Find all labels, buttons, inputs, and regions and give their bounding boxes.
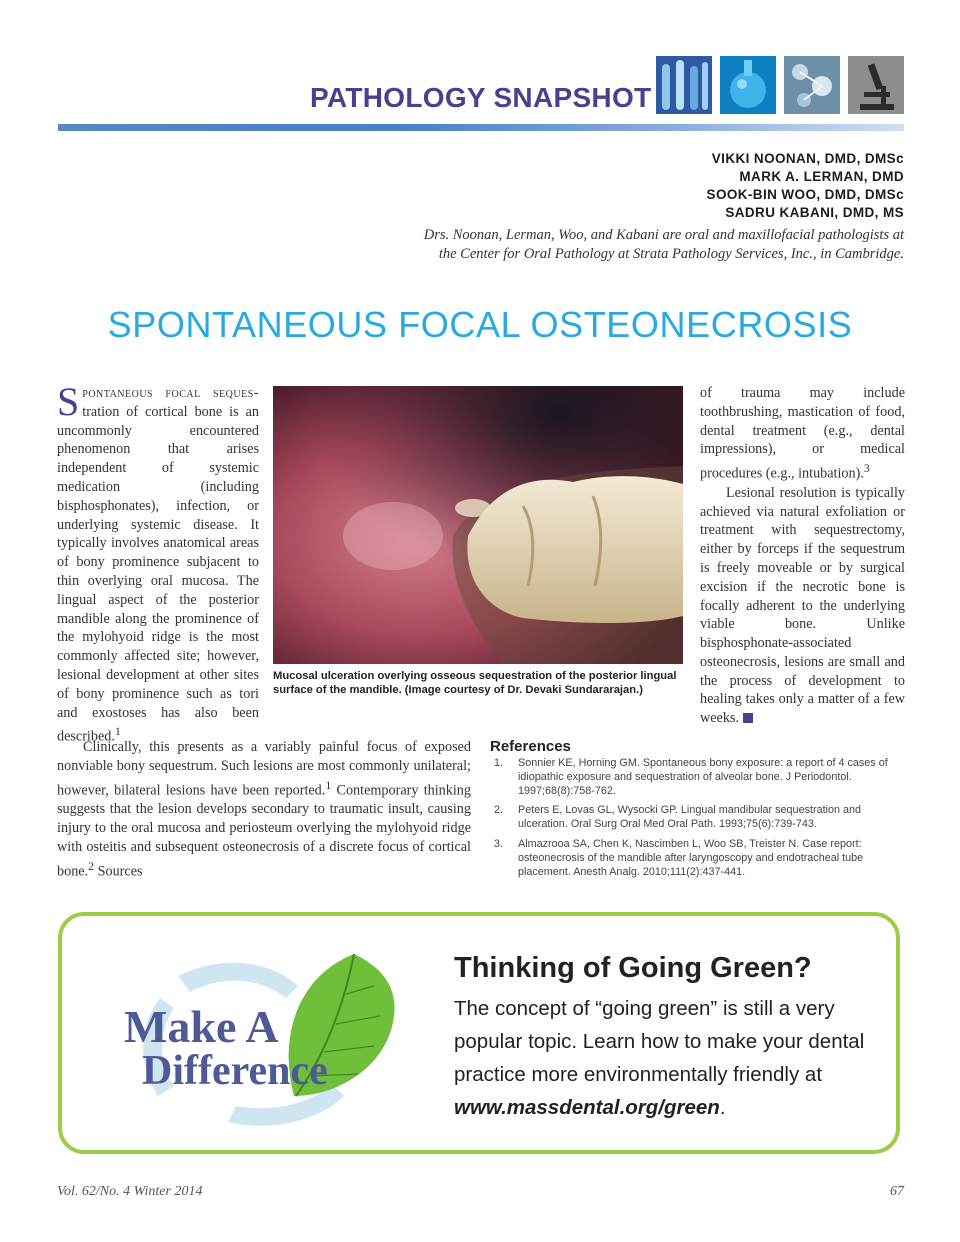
- issue-info: Vol. 62/No. 4 Winter 2014: [57, 1184, 203, 1199]
- paragraph: of trauma may include toothbrushing, mastication of food, dental treatment (e.g., dental impressions), or medical procedures (e.g., intubation).$^3$: [700, 385, 905, 482]
- logo-text-line2: Difference: [142, 1048, 328, 1094]
- paragraph: Lesional resolution is typically achieved via natural exfoliation or treatment with sequestrectomy, either by forceps if the sequestrum is freely moveable or by surgical excision if the necrotic bone is focally adherent to the underlying viable bone. Unlike bisphosphonate-associated osteonecrosis, lesions are small and the process of development to healing takes only a matter of a few weeks.: [700, 484, 905, 727]
- references-heading: References: [490, 738, 571, 755]
- figure-caption: Mucosal ulceration overlying osseous sequestration of the posterior lingual surface of the mandible. (Image courtesy of Dr. Devaki Sundararajan.): [273, 670, 677, 696]
- body-column-left: [57, 379, 259, 747]
- section-title: PATHOLOGY SNAPSHOT: [310, 82, 652, 113]
- article-title: SPONTANEOUS FOCAL OSTEONECROSIS: [107, 304, 853, 345]
- author: SADRU KABANI, DMD, MS: [725, 205, 904, 220]
- page-number: 67: [890, 1184, 904, 1199]
- body-column-bottom: [57, 738, 471, 881]
- author: VIKKI NOONAN, DMD, DMSc: [711, 151, 904, 166]
- make-a-difference-logo: [118, 946, 402, 1132]
- ad-link[interactable]: www.massdental.org/green: [454, 1096, 720, 1119]
- molecules-image: [784, 56, 840, 114]
- author-list: [707, 150, 904, 222]
- ad-headline: Thinking of Going Green?: [454, 952, 812, 984]
- test-tubes-image: [656, 56, 712, 114]
- drop-cap: S: [57, 379, 80, 424]
- ad-body-text: The concept of “going green” is still a very popular topic. Learn how to make your dental practice more environmentally friendly at www.massdental.org/green.: [454, 997, 865, 1119]
- microscope-image: [848, 56, 904, 114]
- paragraph: Spontaneous focal seques- tration of cortical bone is an uncommonly encountered phenomenon that arises independent of systemic medication (including bisphosphonates), infection, or underlying systemic disease. It typically involves anatomical areas of bony prominence subjacent to thin overlying oral mucosa. The lingual aspect of the posterior mandible along the prominence of the mylohyoid ridge is the most commonly affected site; however, lesional development at other sites of bony prominence such as tori and exostoses has also been described.$^1$: [57, 379, 259, 746]
- clinical-photo: [273, 386, 683, 664]
- author-affiliation: Drs. Noonan, Lerman, Woo, and Kabani are oral and maxillofacial pathologists at the Center for Oral Pathology at Strata Pathology Services, Inc., in Cambridge.: [423, 227, 904, 262]
- body-column-right: [700, 384, 905, 728]
- reference-item: 2. Peters E, Lovas GL, Wysocki GP. Lingual mandibular sequestration and ulceration. Oral Surg Oral Med Oral Path. 1993;75(6):739-743.: [494, 804, 861, 831]
- reference-item: 3. Almazrooa SA, Chen K, Nascimben L, Woo SB, Treister N. Case report: osteonecrosis of the mandible after laryngoscopy and endotracheal tube placement. Anesth Analg. 2010;111(2):437-441.: [494, 837, 864, 878]
- author: MARK A. LERMAN, DMD: [739, 169, 904, 184]
- reference-list: [494, 757, 906, 885]
- author: SOOK-BIN WOO, DMD, DMSc: [706, 187, 904, 202]
- logo-text-line1: Make A: [124, 1001, 279, 1052]
- end-mark: [743, 713, 753, 723]
- paragraph: Clinically, this presents as a variably painful focus of exposed nonviable bony sequestrum. Such lesions are most commonly unilateral; however, bilateral lesions have been reported.$^1$ Contemporary thinking suggests that the lesion develops secondary to traumatic insult, causing injury to the oral mucosa and periosteum overlying the mylohyoid ridge with osteitis and subsequent osteonecrosis of a discrete focus of cortical bone.$^2$ Sources: [57, 739, 471, 880]
- header-image-strip: [656, 56, 904, 114]
- flask-image: [720, 56, 776, 114]
- reference-item: 1. Sonnier KE, Horning GM. Spontaneous bony exposure: a report of 4 cases of idiopathic exposure and sequestration of alveolar bone. J Periodontol. 1997;68(8):758-762.: [494, 757, 888, 797]
- header-rule: [58, 124, 904, 131]
